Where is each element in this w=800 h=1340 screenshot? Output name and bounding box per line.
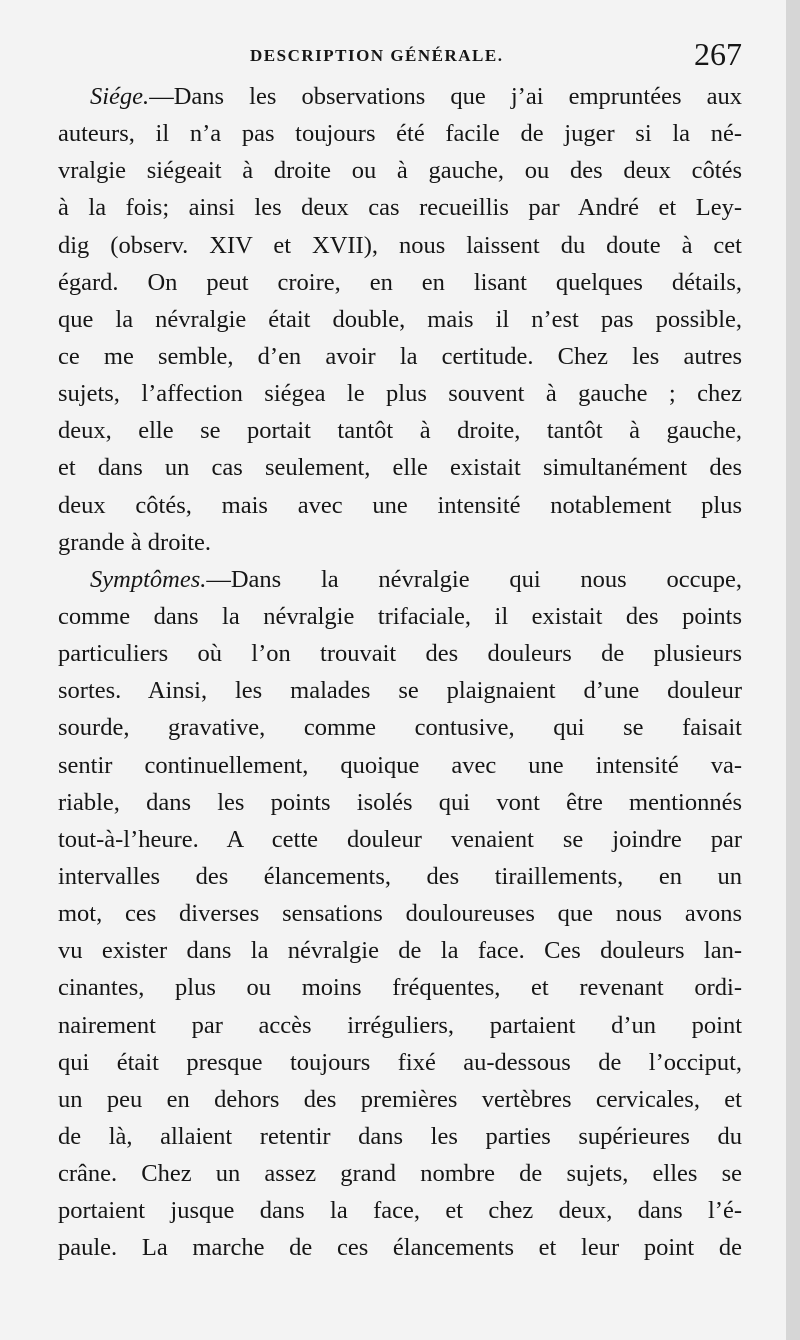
- line-text: cinantes, plus ou moins fréquentes, et revenant ordi-: [58, 974, 742, 1002]
- line-text: particuliers où l’on trouvait des douleurs de plusieurs: [58, 640, 742, 668]
- line-text: sujets, l’affection siégea le plus souvent à gauche ; chez: [58, 380, 742, 408]
- line-text: —Dans la névralgie qui nous occupe,: [206, 565, 742, 593]
- line-text: tout-à-l’heure. A cette douleur venaient se joindre par: [58, 825, 742, 853]
- line-text: à la fois; ainsi les deux cas recueillis par André et Ley-: [58, 194, 742, 222]
- text-line: [58, 709, 742, 746]
- text-line: [58, 932, 742, 969]
- line-text: mot, ces diverses sensations douloureuses que nous avons: [58, 900, 742, 928]
- page-number: 267: [694, 36, 742, 72]
- text-line: [58, 598, 742, 635]
- text-line: [58, 1007, 742, 1044]
- line-text: un peu en dehors des premières vertèbres cervicales, et: [58, 1085, 742, 1113]
- line-text: —Dans les observations que j’ai empruntées aux: [149, 83, 742, 110]
- line-text: vu exister dans la névralgie de la face. Ces douleurs lan-: [58, 937, 742, 965]
- line-text: grande à droite.: [58, 528, 212, 556]
- text-line: [58, 227, 742, 264]
- text-line: [58, 969, 742, 1006]
- line-text: comme dans la névralgie trifaciale, il existait des points: [58, 602, 742, 630]
- line-text: sentir continuellement, quoique avec une intensité va-: [58, 751, 742, 779]
- text-line: [58, 412, 742, 449]
- text-line: [58, 858, 742, 895]
- text-line: [58, 375, 742, 412]
- line-text: sortes. Ainsi, les malades se plaignaient d’une douleur: [58, 677, 742, 705]
- text-line: [58, 747, 742, 784]
- line-text: que la névralgie était double, mais il n’est pas possible,: [58, 305, 742, 333]
- line-text: ce me semble, d’en avoir la certitude. Chez les autres: [58, 342, 742, 370]
- text-line: [58, 189, 742, 226]
- line-text: nairement par accès irréguliers, partaient d’un point: [58, 1011, 742, 1039]
- text-line: [58, 1044, 742, 1081]
- line-text: et dans un cas seulement, elle existait simultanément des: [58, 454, 742, 482]
- text-line: [58, 264, 742, 301]
- text-line: [58, 672, 742, 709]
- text-line: [58, 1192, 742, 1229]
- line-text: paule. La marche de ces élancements et leur point de: [58, 1234, 742, 1262]
- running-head: [60, 36, 742, 76]
- line-text: intervalles des élancements, des tiraillements, en un: [58, 862, 742, 890]
- line-text: portaient jusque dans la face, et chez deux, dans l’é-: [58, 1197, 742, 1225]
- text-line: [58, 301, 742, 338]
- line-text: qui était presque toujours fixé au-dessous de l’occiput,: [58, 1048, 742, 1076]
- line-text: deux, elle se portait tantôt à droite, tantôt à gauche,: [58, 417, 742, 445]
- text-line: [58, 487, 742, 524]
- running-title: DESCRIPTION GÉNÉRALE.: [250, 46, 504, 65]
- line-text: vralgie siégeait à droite ou à gauche, ou des deux côtés: [58, 157, 742, 185]
- text-line: [58, 152, 742, 189]
- line-text: auteurs, il n’a pas toujours été facile de juger si la né-: [58, 120, 742, 148]
- line-text: de là, allaient retentir dans les parties supérieures du: [58, 1122, 742, 1150]
- text-line: [58, 338, 742, 375]
- body-text: [58, 78, 742, 1267]
- text-line: [58, 1229, 742, 1266]
- text-line: [58, 784, 742, 821]
- line-text: égard. On peut croire, en en lisant quelques détails,: [58, 268, 742, 296]
- paragraph-first-line: [58, 561, 742, 598]
- line-text: dig (observ. XIV et XVII), nous laissent du doute à cet: [58, 231, 742, 259]
- line-text: deux côtés, mais avec une intensité notablement plus: [58, 491, 742, 519]
- text-line: [58, 895, 742, 932]
- text-line: [58, 635, 742, 672]
- section-lead: Siége.: [90, 83, 150, 110]
- line-text: crâne. Chez un assez grand nombre de sujets, elles se: [58, 1160, 742, 1188]
- text-line: [58, 449, 742, 486]
- text-line: [58, 524, 742, 561]
- text-line: [58, 115, 742, 152]
- line-text: sourde, gravative, comme contusive, qui se faisait: [58, 714, 742, 742]
- text-line: [58, 821, 742, 858]
- text-line: [58, 1155, 742, 1192]
- paragraph-first-line: [58, 78, 742, 115]
- line-text: riable, dans les points isolés qui vont être mentionnés: [58, 788, 742, 816]
- text-line: [58, 1081, 742, 1118]
- text-line: [58, 1118, 742, 1155]
- section-lead: Symptômes.: [90, 565, 207, 593]
